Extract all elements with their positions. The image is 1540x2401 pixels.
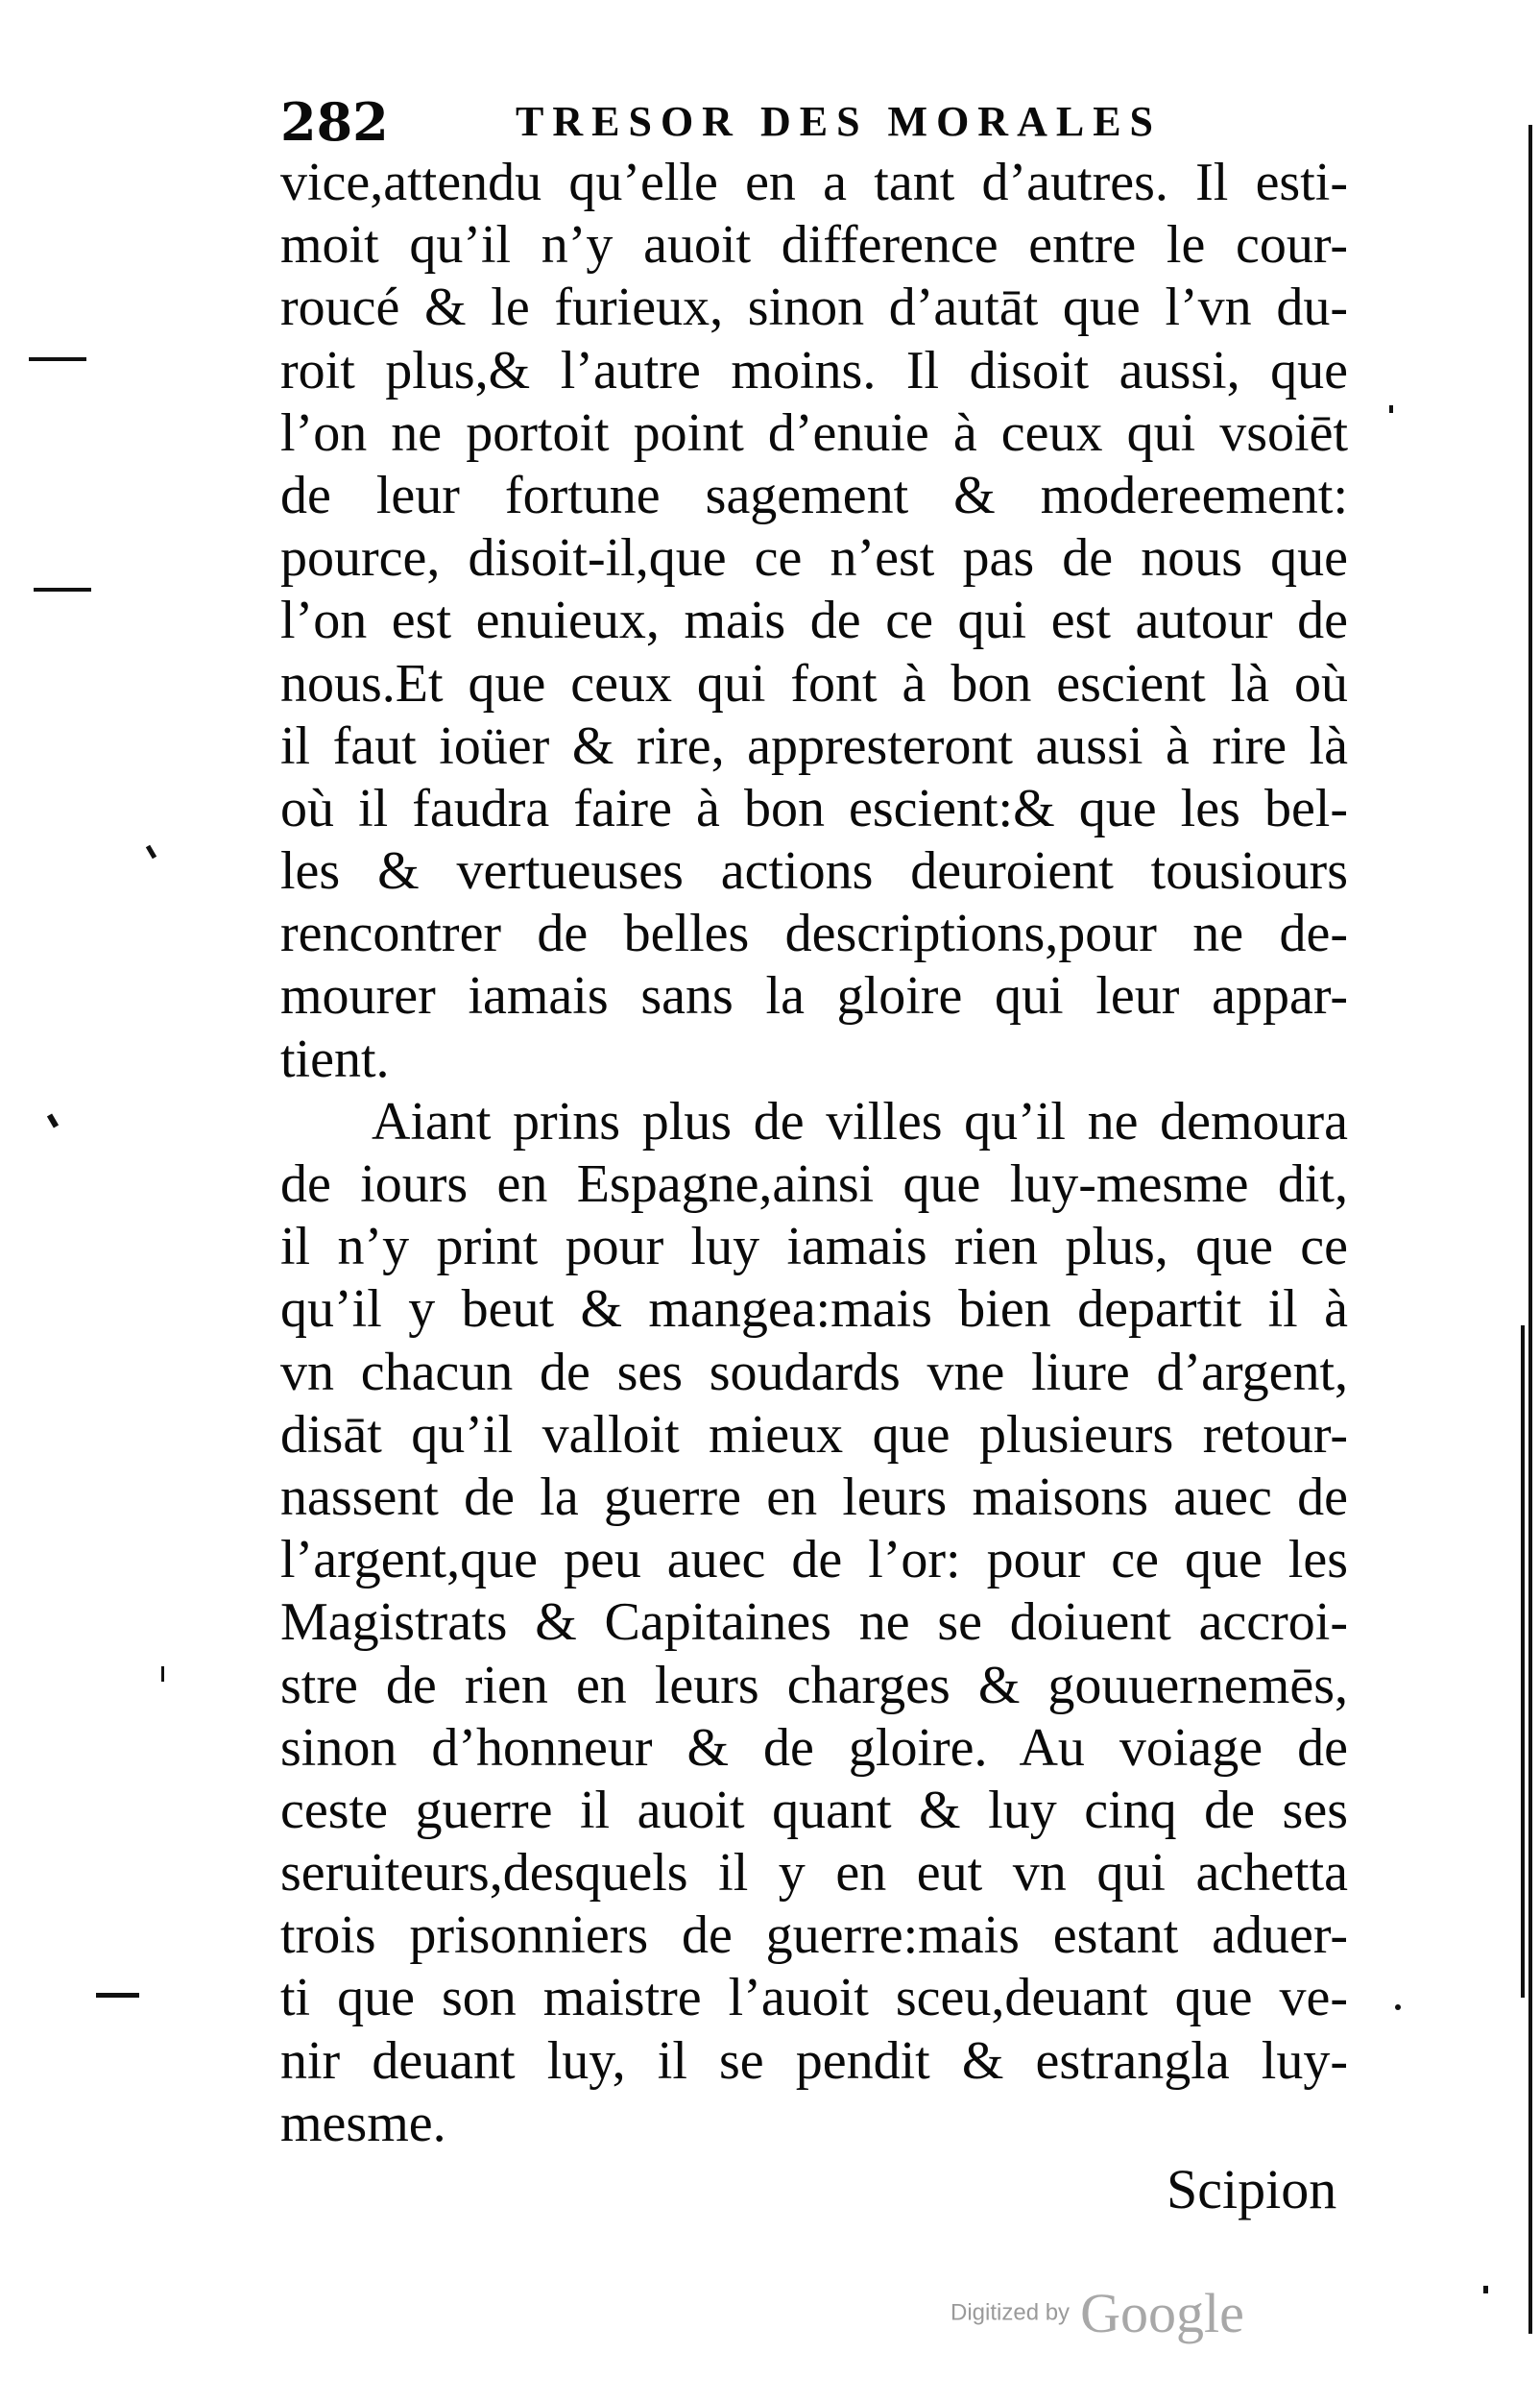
text-line: pource, disoit-il,que ce n’est pas de nous que	[280, 528, 1348, 589]
text-line: l’argent,que peu auec de l’or: pour ce que les	[280, 1530, 1348, 1590]
text-line: ti que son maistre l’auoit sceu,deuant que ve-	[280, 1968, 1348, 2028]
margin-mark	[29, 357, 86, 361]
google-watermark	[950, 2281, 1244, 2344]
text-line: qu’il y beut & mangea:mais bien departit il à	[280, 1279, 1348, 1340]
text-line: où il faudra faire à bon escient:& que les bel-	[280, 778, 1348, 838]
text-line: mourer iamais sans la gloire qui leur appar-	[280, 966, 1348, 1027]
text-line: roucé & le furieux, sinon d’autāt que l’vn du-	[280, 278, 1348, 338]
page-edge	[1521, 1325, 1525, 1998]
margin-mark	[47, 1113, 59, 1128]
text-line: l’on est enuieux, mais de ce qui est autour de	[280, 591, 1348, 651]
running-head	[280, 88, 1346, 156]
margin-mark	[34, 588, 91, 592]
text-line: seruiteurs,desquels il y en eut vn qui achetta	[280, 1843, 1348, 1904]
text-line: l’on ne portoit point d’enuie à ceux qui vsoiēt	[280, 402, 1348, 463]
google-logo: Google	[1080, 2282, 1244, 2344]
text-line: vice,attendu qu’elle en a tant d’autres. Il esti-	[280, 153, 1348, 212]
margin-mark	[146, 845, 156, 860]
margin-mark	[1483, 2286, 1488, 2293]
running-title: TRESOR DES MORALES	[516, 98, 1163, 145]
text-line: tient.	[280, 1029, 390, 1089]
margin-mark	[1395, 2004, 1401, 2010]
text-line: nous.Et que ceux qui font à bon escient là où	[280, 653, 1348, 714]
text-line: rencontrer de belles descriptions,pour ne de-	[280, 904, 1348, 964]
watermark-prefix: Digitized by	[950, 2299, 1071, 2326]
text-line: roit plus,& l’autre moins. Il disoit aussi, que	[280, 340, 1348, 400]
margin-mark	[96, 1993, 139, 1998]
text-line: nir deuant luy, il se pendit & estrangla luy-	[280, 2030, 1348, 2091]
catchword: Scipion	[1167, 2158, 1337, 2220]
text-line: mesme.	[280, 2093, 446, 2153]
page-edge	[1528, 125, 1532, 2334]
text-line: les & vertueuses actions deuroient tousiours	[280, 841, 1348, 902]
text-line: disāt qu’il valloit mieux que plusieurs retour-	[280, 1404, 1348, 1465]
text-line: sinon d’honneur & de gloire. Au voiage de	[280, 1717, 1348, 1778]
text-line: vn chacun de ses soudards vne liure d’argent,	[280, 1342, 1348, 1402]
text-line: de leur fortune sagement & modereement:	[280, 465, 1348, 525]
text-line: stre de rien en leurs charges & gouuernemēs,	[280, 1655, 1348, 1715]
text-line: Magistrats & Capitaines ne se doiuent accroi-	[280, 1592, 1348, 1653]
margin-mark	[1389, 405, 1393, 413]
text-line: trois prisonniers de guerre:mais estant aduer-	[280, 1905, 1348, 1966]
paragraph-start-line: Aiant prins plus de villes qu’il ne demoura	[372, 1091, 1348, 1152]
text-line: moit qu’il n’y auoit difference entre le cour-	[280, 215, 1348, 276]
text-line: de iours en Espagne,ainsi que luy-mesme dit,	[280, 1154, 1348, 1214]
text-line: il faut ioüer & rire, appresteront aussi à rire là	[280, 715, 1348, 776]
margin-mark	[161, 1666, 164, 1682]
text-line: ceste guerre il auoit quant & luy cinq de ses	[280, 1780, 1348, 1840]
text-line: il n’y print pour luy iamais rien plus, que ce	[280, 1217, 1348, 1277]
page-number: 282	[280, 91, 389, 153]
body-text	[280, 152, 1348, 2155]
text-line: nassent de la guerre en leurs maisons auec de	[280, 1467, 1348, 1527]
